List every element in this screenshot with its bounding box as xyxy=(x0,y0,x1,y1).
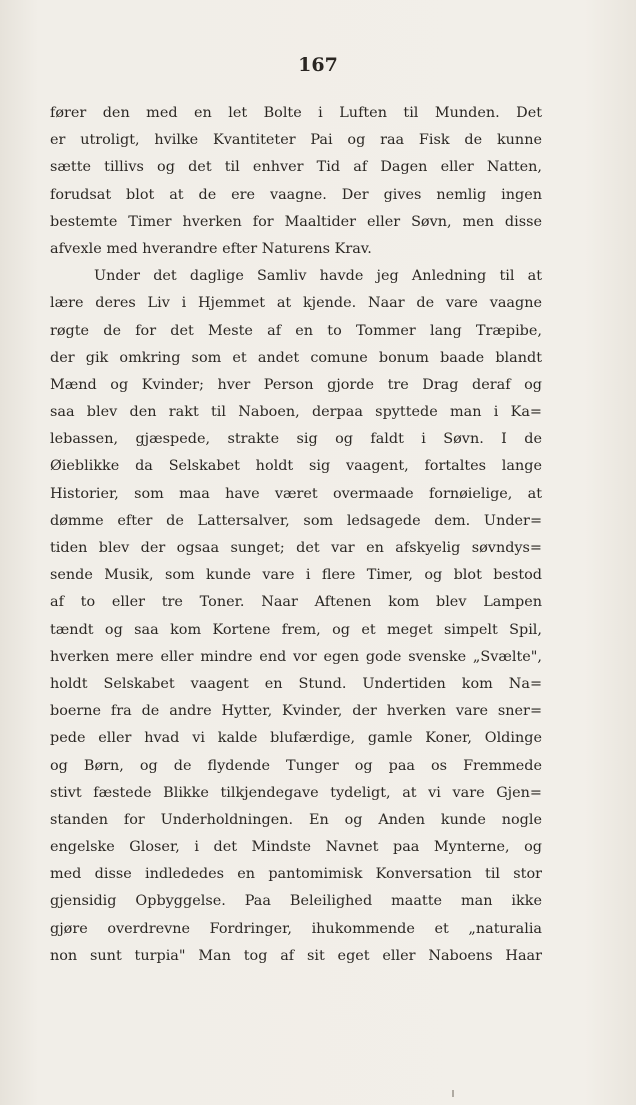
text-line: bestemte Timer hverken for Maaltider eller Søvn, men disse xyxy=(50,213,542,230)
text-line: holdt Selskabet vaagent en Stund. Undertiden kom Na= xyxy=(50,675,542,692)
text-line: hverken mere eller mindre end vor egen gode svenske „Svælte", xyxy=(50,648,542,665)
text-line: forudsat blot at de ere vaagne. Der gives nemlig ingen xyxy=(50,186,542,203)
paragraph-start-line: Under det daglige Samliv havde jeg Anledning til at xyxy=(94,268,542,285)
text-line: stivt fæstede Blikke tilkjendegave tydeligt, at vi vare Gjen= xyxy=(50,784,542,801)
text-line: gjensidig Opbyggelse. Paa Beleilighed maatte man ikke xyxy=(50,893,542,910)
text-line: tiden blev der ogsaa sunget; det var en afskyelig søvndys= xyxy=(50,540,542,556)
page-number: 167 xyxy=(298,54,338,76)
text-line: pede eller hvad vi kalde blufærdige, gamle Koner, Oldinge xyxy=(50,730,542,747)
text-line: sætte tillivs og det til enhver Tid af Dagen eller Natten, xyxy=(50,159,542,176)
text-line: Historier, som maa have været overmaade fornøielige, at xyxy=(50,485,542,502)
text-line: boerne fra de andre Hytter, Kvinder, der hverken vare sner= xyxy=(50,703,542,720)
text-line: gjøre overdrevne Fordringer, ihukommende et „naturalia xyxy=(50,920,542,937)
text-line: dømme efter de Lattersalver, som ledsagede dem. Under= xyxy=(50,512,542,529)
text-line: fører den med en let Bolte i Luften til Munden. Det xyxy=(50,105,542,121)
text-line: engelske Gloser, i det Mindste Navnet paa Mynterne, og xyxy=(50,839,542,856)
text-line: sende Musik, som kunde vare i flere Timer, og blot bestod xyxy=(50,567,542,584)
text-line: er utroligt, hvilke Kvantiteter Pai og raa Fisk de kunne xyxy=(50,132,542,149)
text-line: afvexle med hverandre efter Naturens Krav. xyxy=(50,240,372,257)
body-text xyxy=(50,100,542,970)
text-line: Mænd og Kvinder; hver Person gjorde tre Drag deraf og xyxy=(50,376,542,393)
text-line: lebassen, gjæspede, strakte sig og faldt i Søvn. I de xyxy=(50,431,542,448)
text-line: og Børn, og de flydende Tunger og paa os Fremmede xyxy=(50,757,542,774)
text-line: af to eller tre Toner. Naar Aftenen kom blev Lampen xyxy=(50,594,542,611)
text-line: tændt og saa kom Kortene frem, og et meget simpelt Spil, xyxy=(50,621,542,638)
text-line: røgte de for det Meste af en to Tommer lang Træpibe, xyxy=(50,322,542,339)
text-line: standen for Underholdningen. En og Anden kunde nogle xyxy=(50,811,542,828)
text-line: Øieblikke da Selskabet holdt sig vaagent, fortaltes lange xyxy=(50,458,542,475)
text-line: der gik omkring som et andet comune bonum baade blandt xyxy=(50,349,542,366)
paper-speck xyxy=(452,1090,454,1097)
text-line: med disse indlededes en pantomimisk Konversation til stor xyxy=(50,866,542,883)
text-line: non sunt turpia" Man tog af sit eget eller Naboens Haar xyxy=(50,947,542,964)
text-line: lære deres Liv i Hjemmet at kjende. Naar de vare vaagne xyxy=(50,295,542,312)
text-line: saa blev den rakt til Naboen, derpaa spyttede man i Ka= xyxy=(50,404,542,421)
